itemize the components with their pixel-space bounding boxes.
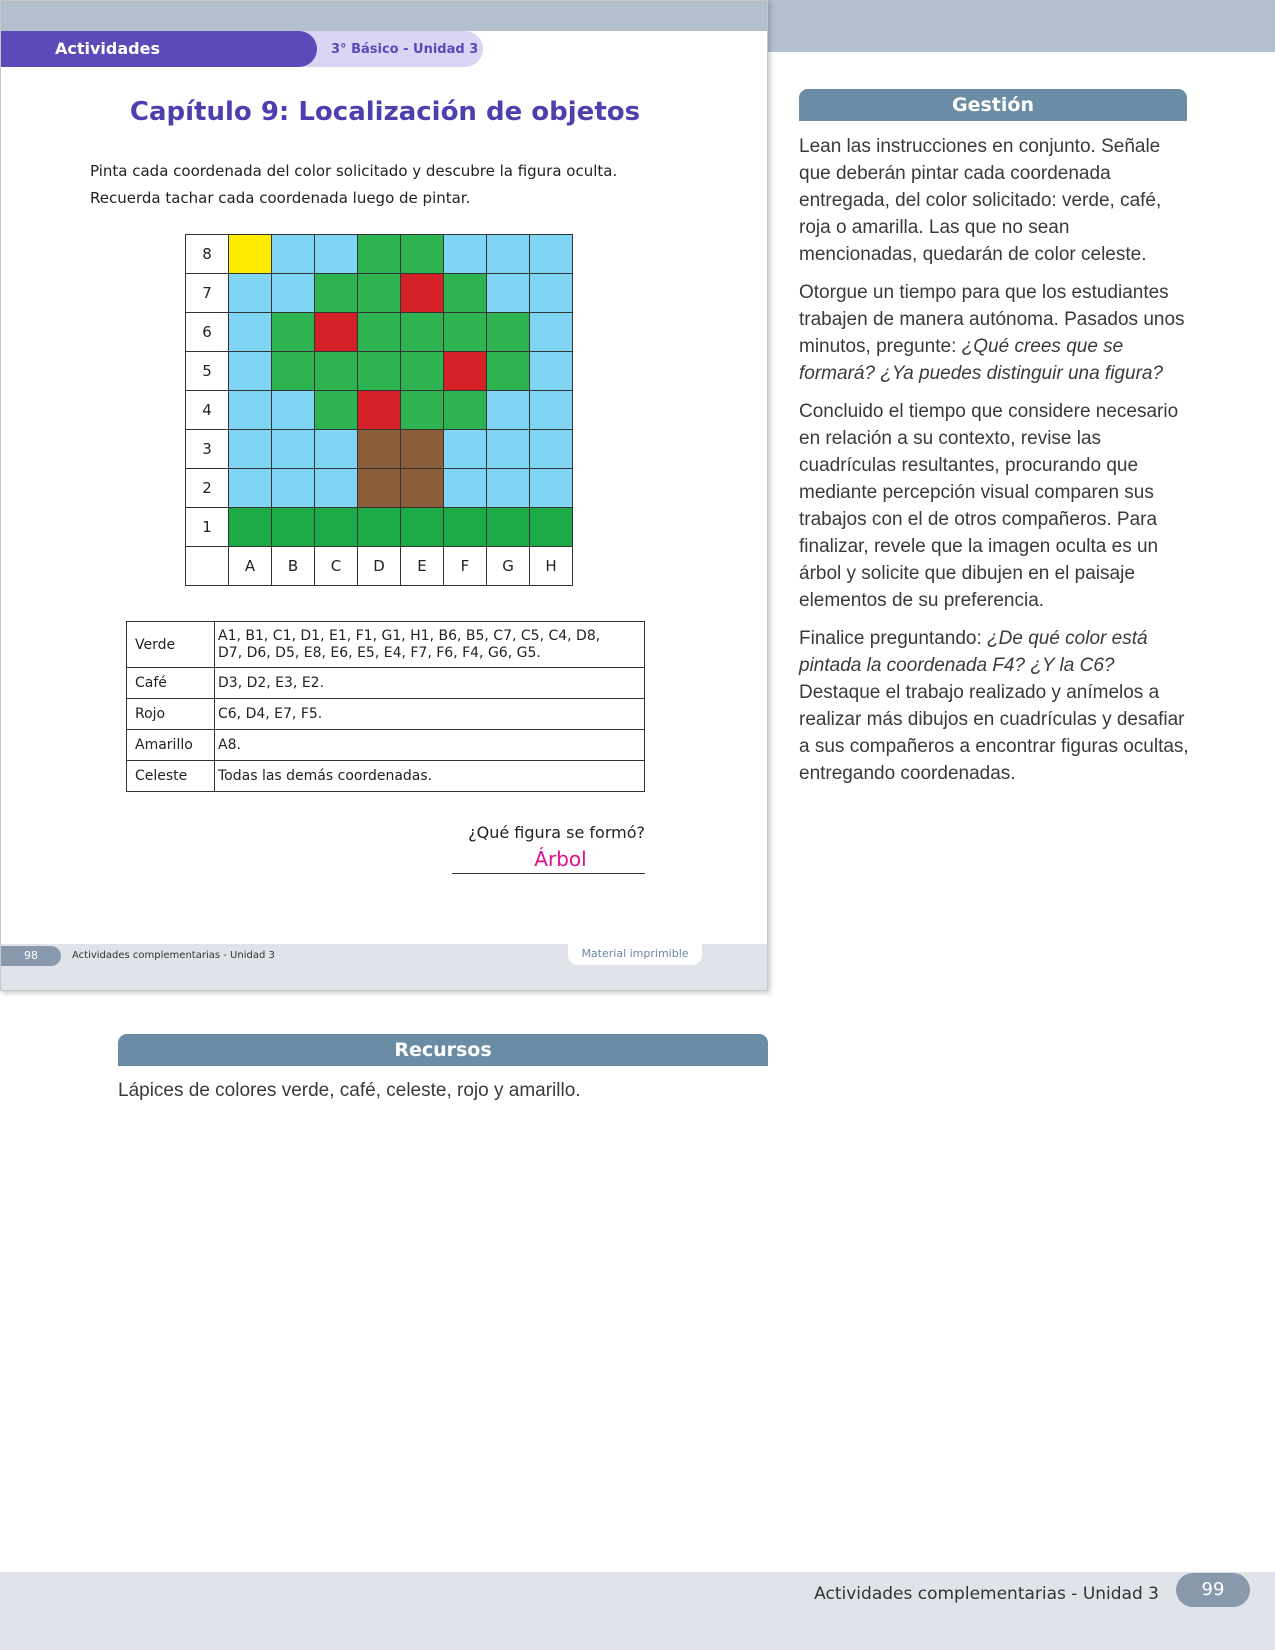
grid-row-label: 3 — [186, 430, 229, 469]
grid-cell-C6 — [315, 313, 358, 352]
grid-cell-C1 — [315, 508, 358, 547]
grid-cell-C7 — [315, 274, 358, 313]
grid-column-label: E — [401, 547, 444, 586]
grid-row-label: 5 — [186, 352, 229, 391]
grid-cell-B8 — [272, 235, 315, 274]
grid-cell-D8 — [358, 235, 401, 274]
grid-cell-B5 — [272, 352, 315, 391]
grid-column-label: B — [272, 547, 315, 586]
legend-color-name: Amarillo — [127, 730, 215, 761]
gestion-paragraph-2 — [799, 279, 1189, 387]
header-unit-pill: 3° Básico - Unidad 3 — [279, 31, 483, 67]
grid-cell-A3 — [229, 430, 272, 469]
grid-cell-B6 — [272, 313, 315, 352]
grid-cell-B7 — [272, 274, 315, 313]
grid-cell-B1 — [272, 508, 315, 547]
grid-column-label: D — [358, 547, 401, 586]
grid-cell-B4 — [272, 391, 315, 430]
grid-cell-H8 — [530, 235, 573, 274]
legend-coordinates — [215, 699, 645, 730]
grid-cell-H6 — [530, 313, 573, 352]
grid-row-label: 8 — [186, 235, 229, 274]
legend-color-name: Café — [127, 668, 215, 699]
printable-material-tab: Material imprimible — [568, 943, 702, 965]
legend-coordinates-line-1: A8. — [218, 736, 241, 753]
grid-cell-F2 — [444, 469, 487, 508]
grid-cell-A6 — [229, 313, 272, 352]
grid-row — [186, 274, 573, 313]
legend-coordinates-line-2: D7, D6, D5, E8, E6, E5, E4, F7, F6, F4, G6, G5. — [218, 644, 541, 661]
answer-text: Árbol — [534, 847, 587, 871]
gestion-p4-text: Finalice preguntando: — [799, 628, 988, 649]
grid-cell-A4 — [229, 391, 272, 430]
footer-label: Actividades complementarias - Unidad 3 — [814, 1584, 1159, 1604]
grid-cell-G1 — [487, 508, 530, 547]
grid-row — [186, 352, 573, 391]
grid-cell-C3 — [315, 430, 358, 469]
instructions — [90, 158, 690, 212]
grid-row — [186, 430, 573, 469]
grid-cell-H1 — [530, 508, 573, 547]
gestion-p2-question: ¿Qué crees que se formará? ¿Ya puedes distinguir una figura? — [799, 336, 1164, 384]
grid-cell-F6 — [444, 313, 487, 352]
recursos-header: Recursos — [118, 1034, 768, 1066]
grid-row-label: 4 — [186, 391, 229, 430]
legend-row — [127, 730, 645, 761]
grid-cell-D1 — [358, 508, 401, 547]
sheet-page-number: 98 — [1, 946, 61, 966]
grid-cell-A7 — [229, 274, 272, 313]
gestion-paragraph-1: Lean las instrucciones en conjunto. Señale que deberán pintar cada coordenada entregada, del color solicitado: verde, café, roja o amarilla. Las que no sean mencionadas, quedarán de color celeste. — [799, 136, 1162, 265]
grid-cell-D7 — [358, 274, 401, 313]
grid-cell-D5 — [358, 352, 401, 391]
printable-sheet — [0, 0, 768, 991]
gestion-paragraph-3: Concluido el tiempo que considere necesario en relación a su contexto, revise las cuadrículas resultantes, procurando que mediante percepción visual comparen sus trabajos con el de otros compañeros. Para finalizar, revele que la imagen oculta es un árbol y solicite que dibujen en el paisaje elementos de su preferencia. — [799, 401, 1179, 611]
grid-cell-G3 — [487, 430, 530, 469]
coordinate-grid — [185, 234, 573, 586]
grid-cell-G7 — [487, 274, 530, 313]
sheet-footer-label: Actividades complementarias - Unidad 3 — [72, 950, 275, 961]
grid-cell-F1 — [444, 508, 487, 547]
grid-cell-E8 — [401, 235, 444, 274]
grid-cell-E1 — [401, 508, 444, 547]
grid-cell-H7 — [530, 274, 573, 313]
grid-cell-C5 — [315, 352, 358, 391]
grid-cell-F7 — [444, 274, 487, 313]
grid-cell-B2 — [272, 469, 315, 508]
legend-coordinates — [215, 668, 645, 699]
grid-column-label: A — [229, 547, 272, 586]
legend-row — [127, 761, 645, 792]
grid-cell-H2 — [530, 469, 573, 508]
legend-coordinates-line-1: D3, D2, E3, E2. — [218, 674, 325, 691]
grid-cell-G5 — [487, 352, 530, 391]
grid-column-label: H — [530, 547, 573, 586]
grid-cell-A5 — [229, 352, 272, 391]
grid-cell-C4 — [315, 391, 358, 430]
legend-color-name: Celeste — [127, 761, 215, 792]
grid-cell-E5 — [401, 352, 444, 391]
question-text: ¿Qué figura se formó? — [468, 823, 645, 842]
legend-coordinates — [215, 730, 645, 761]
grid-cell-A1 — [229, 508, 272, 547]
legend-coordinates — [215, 622, 645, 668]
legend-color-name: Verde — [127, 622, 215, 668]
grid-cell-G6 — [487, 313, 530, 352]
legend-coordinates-line-1: Todas las demás coordenadas. — [218, 767, 433, 784]
grid-cell-H5 — [530, 352, 573, 391]
gestion-text — [799, 133, 1189, 798]
grid-row — [186, 469, 573, 508]
grid-cell-A2 — [229, 469, 272, 508]
gestion-header: Gestión — [799, 89, 1187, 121]
grid-row-label: 6 — [186, 313, 229, 352]
grid-cell-H3 — [530, 430, 573, 469]
gestion-p4-text-end: Destaque el trabajo realizado y anímelos a realizar más dibujos en cuadrículas y desafiar a sus compañeros a encontrar figuras ocultas, entregando coordenadas. — [799, 682, 1189, 784]
grid-cell-G2 — [487, 469, 530, 508]
grid-cell-E3 — [401, 430, 444, 469]
grid-cell-D3 — [358, 430, 401, 469]
grid-cell-E7 — [401, 274, 444, 313]
grid-cell-E4 — [401, 391, 444, 430]
grid-cell-H4 — [530, 391, 573, 430]
sheet-top-strip — [1, 1, 768, 31]
color-legend-table — [126, 621, 645, 792]
grid-cell-F5 — [444, 352, 487, 391]
gestion-p2-text: Otorgue un tiempo para que los estudiantes trabajen de manera autónoma. Pasados unos minutos, pregunte: — [799, 282, 1185, 357]
grid-column-label: F — [444, 547, 487, 586]
grid-cell-D2 — [358, 469, 401, 508]
legend-coordinates-line-1: C6, D4, E7, F5. — [218, 705, 323, 722]
legend-row — [127, 622, 645, 668]
grid-cell-D6 — [358, 313, 401, 352]
grid-cell-E2 — [401, 469, 444, 508]
grid-row — [186, 313, 573, 352]
grid-row — [186, 391, 573, 430]
answer-line — [452, 873, 645, 874]
grid-row-label: 1 — [186, 508, 229, 547]
grid-row-label: 2 — [186, 469, 229, 508]
grid-column-label: C — [315, 547, 358, 586]
grid-cell-D4 — [358, 391, 401, 430]
header-activities-pill: Actividades complementarias — [1, 31, 317, 67]
grid-cell-G4 — [487, 391, 530, 430]
grid-cell-F3 — [444, 430, 487, 469]
gestion-p4-question: ¿De qué color está pintada la coordenada F4? ¿Y la C6? — [799, 628, 1148, 676]
grid-cell-F8 — [444, 235, 487, 274]
legend-coordinates — [215, 761, 645, 792]
grid-row — [186, 235, 573, 274]
footer-page-number: 99 — [1176, 1573, 1250, 1607]
grid-column-label: G — [487, 547, 530, 586]
grid-corner-cell — [186, 547, 229, 586]
legend-coordinates-line-1: A1, B1, C1, D1, E1, F1, G1, H1, B6, B5, C7, C5, C4, D8, — [218, 627, 601, 644]
grid-cell-B3 — [272, 430, 315, 469]
grid-row-label: 7 — [186, 274, 229, 313]
legend-color-name: Rojo — [127, 699, 215, 730]
grid-cell-E6 — [401, 313, 444, 352]
grid-column-labels — [186, 547, 573, 586]
gestion-paragraph-4 — [799, 625, 1189, 787]
instructions-line-2: Recuerda tachar cada coordenada luego de pintar. — [90, 189, 471, 207]
grid-cell-C8 — [315, 235, 358, 274]
legend-row — [127, 668, 645, 699]
recursos-text: Lápices de colores verde, café, celeste, rojo y amarillo. — [118, 1080, 581, 1101]
grid-cell-F4 — [444, 391, 487, 430]
chapter-title: Capítulo 9: Localización de objetos — [129, 97, 641, 127]
grid-cell-G8 — [487, 235, 530, 274]
grid-cell-A8 — [229, 235, 272, 274]
grid-cell-C2 — [315, 469, 358, 508]
instructions-line-1: Pinta cada coordenada del color solicitado y descubre la figura oculta. — [90, 162, 618, 180]
legend-row — [127, 699, 645, 730]
grid-row — [186, 508, 573, 547]
